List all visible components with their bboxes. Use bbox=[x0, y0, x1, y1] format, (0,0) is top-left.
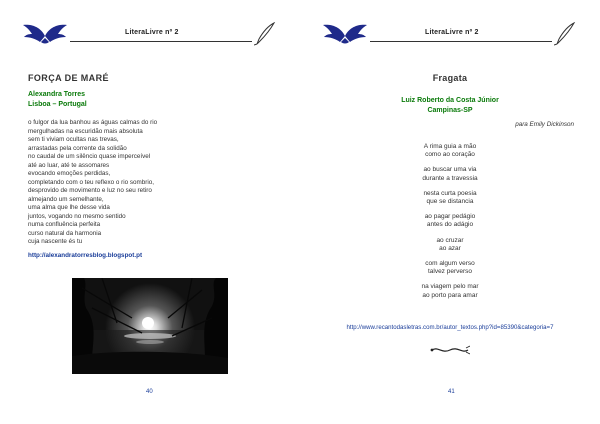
poem-author bbox=[28, 90, 87, 110]
poem-line: ao azar bbox=[439, 244, 461, 252]
poem-line: ao buscar uma via bbox=[423, 166, 477, 174]
source-link[interactable]: http://www.recantodasletras.com.br/autor_textos.php?id=85390&categoria=7 bbox=[346, 324, 554, 331]
poem-line: evocando emoções perdidas, bbox=[28, 170, 111, 177]
poem-line: até ao luar, até te assomares bbox=[28, 161, 110, 169]
stanza bbox=[300, 190, 600, 206]
poem-line: A rima guia a mão bbox=[423, 143, 477, 150]
poem-line: o fulgor da lua banhou as águas calmas do rio bbox=[28, 119, 158, 126]
poem-title: FORÇA DE MARÉ bbox=[28, 73, 109, 83]
author-name: Alexandra Torres bbox=[28, 91, 86, 98]
poem-line: uma alma que lhe desse vida bbox=[28, 204, 110, 211]
poem-line: completando com o teu reflexo o rio sombrio, bbox=[28, 178, 154, 186]
wings-logo-icon bbox=[22, 22, 68, 46]
quill-icon bbox=[554, 22, 576, 46]
stanza bbox=[300, 283, 600, 299]
author-location: Lisboa – Portugal bbox=[28, 101, 87, 108]
stanza bbox=[300, 166, 600, 182]
poem-line: arrastadas pela corrente da solidão bbox=[28, 144, 127, 152]
poem-body bbox=[300, 143, 600, 307]
stanza bbox=[300, 143, 600, 159]
stanza bbox=[300, 237, 600, 253]
poem-line: desprovido de movimento e luz no seu retiro bbox=[28, 187, 152, 194]
header-rule bbox=[70, 41, 252, 42]
poem-title: Fragata bbox=[432, 73, 468, 83]
moonlit-river-photo bbox=[72, 278, 228, 374]
author-blog-link[interactable]: http://alexandratorresblog.blogspot.pt bbox=[28, 252, 143, 259]
header-title: LiteraLivre nº 2 bbox=[122, 29, 182, 36]
poem-line: ao cruzar bbox=[436, 236, 464, 244]
poem-dedication: para Emily Dickinson bbox=[515, 121, 574, 128]
poem-line: juntos, vogando no mesmo sentido bbox=[28, 212, 126, 220]
poem-line: ao porto para amar bbox=[422, 291, 478, 299]
poem-line: como ao coração bbox=[425, 151, 475, 159]
poem-author bbox=[300, 96, 600, 116]
quill-icon bbox=[254, 22, 276, 46]
poem-line: antes do adágio bbox=[426, 221, 474, 229]
poem-line: mergulhadas na escuridão mais absoluta bbox=[28, 127, 143, 135]
stanza bbox=[300, 260, 600, 276]
poem-line: que se distancia bbox=[426, 198, 474, 206]
poem-line: almejando um semelhante, bbox=[28, 195, 104, 203]
poem-line: numa confluência perfeita bbox=[28, 221, 101, 228]
wings-logo-icon bbox=[322, 22, 368, 46]
header-rule bbox=[370, 41, 552, 42]
page-number: 40 bbox=[146, 389, 153, 395]
poem-line: cuja nascente és tu bbox=[28, 238, 83, 245]
page-header bbox=[22, 22, 282, 48]
poem-line: ao pagar pedágio bbox=[424, 213, 476, 221]
page-number: 41 bbox=[448, 389, 455, 395]
poem-line: sem ti viviam ocultas nas trevas, bbox=[28, 136, 119, 143]
flourish-ornament-icon bbox=[430, 344, 470, 356]
author-location: Campinas-SP bbox=[427, 107, 473, 114]
poem-body bbox=[28, 119, 278, 247]
poem-line: na viagem pelo mar bbox=[421, 283, 479, 291]
page-header bbox=[322, 22, 582, 48]
stanza bbox=[300, 213, 600, 229]
poem-line: durante a travessia bbox=[422, 174, 478, 182]
header-title: LiteraLivre nº 2 bbox=[422, 29, 482, 36]
author-name: Luiz Roberto da Costa Júnior bbox=[401, 97, 499, 104]
right-page bbox=[300, 0, 600, 424]
poem-line: nesta curta poesia bbox=[423, 189, 477, 197]
poem-line: curso natural da harmonia bbox=[28, 229, 102, 237]
poem-line: com algum verso bbox=[425, 260, 475, 268]
poem-line: talvez perverso bbox=[427, 268, 473, 276]
poem-line: no caudal de um silêncio quase imperceível bbox=[28, 153, 151, 160]
